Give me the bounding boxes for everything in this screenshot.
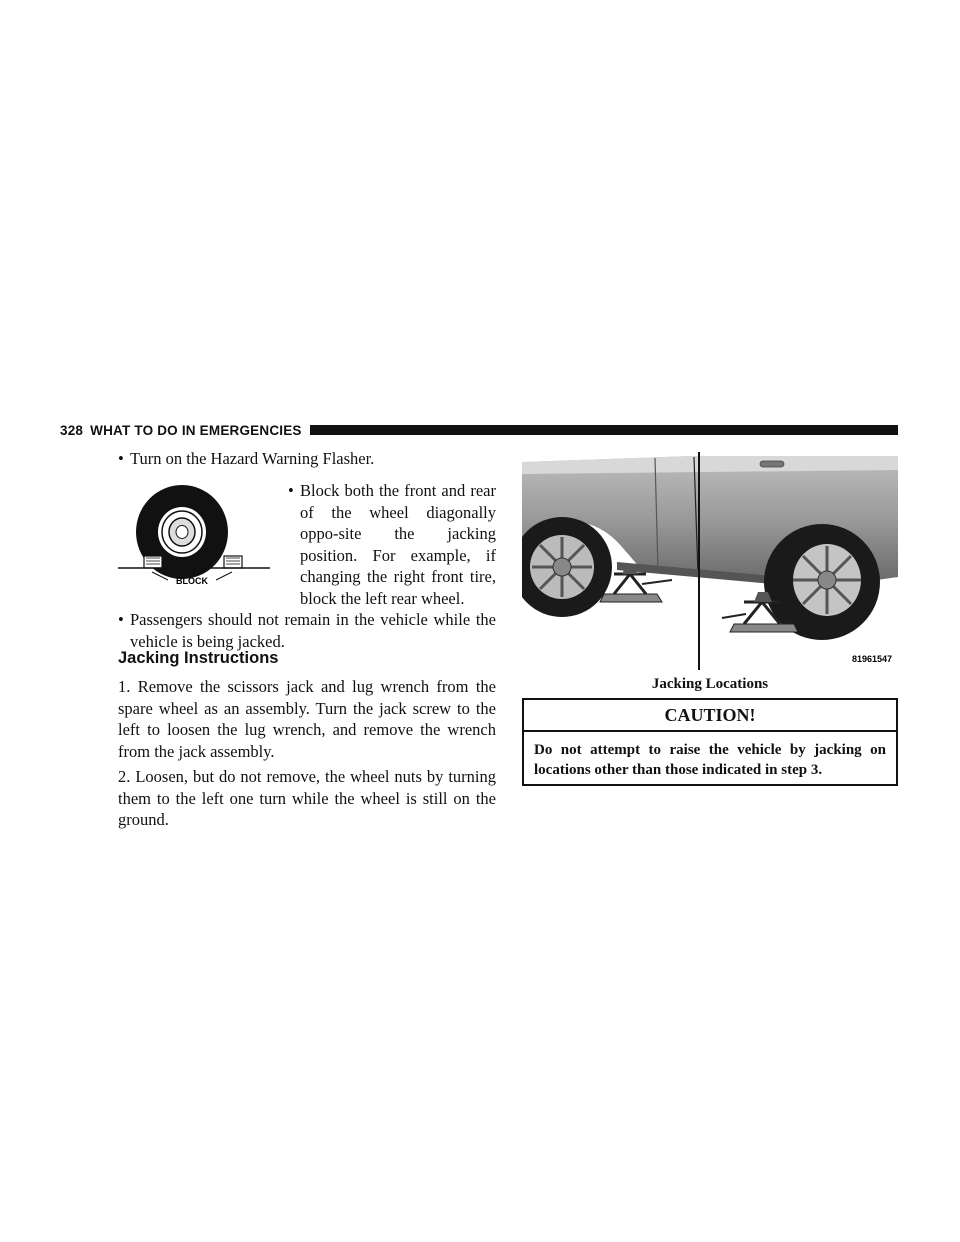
figure-id: 81961547 bbox=[851, 654, 892, 664]
bullet-marker: • bbox=[118, 610, 124, 629]
page-number: 328 bbox=[60, 422, 84, 438]
paragraph-step-2: 2. Loosen, but do not remove, the wheel nuts by turning them to the left one turn while the wheel is still on the ground. bbox=[118, 767, 496, 829]
bullet-hazard-flasher bbox=[118, 448, 496, 470]
bullet-text: Passengers should not remain in the vehicle while the vehicle is being jacked. bbox=[130, 610, 496, 651]
jacking-locations-photo bbox=[522, 452, 898, 670]
section-heading: Jacking Instructions bbox=[118, 649, 279, 667]
paragraph-step-1: 1. Remove the scissors jack and lug wrench from the spare wheel as an assembly. Turn the jack screw to the left to loosen the lug wrench, and remove the wrench from the jack assembly. bbox=[118, 677, 496, 761]
caution-title: CAUTION! bbox=[524, 700, 896, 732]
bullet-text: Turn on the Hazard Warning Flasher. bbox=[130, 449, 375, 468]
bullet-block-wheel bbox=[288, 480, 496, 609]
bullet-text: Block both the front and rear of the wheel diagonally oppo-site the jacking position. For example, if changing the right front tire, block the left rear wheel. bbox=[300, 481, 496, 608]
section-title: WHAT TO DO IN EMERGENCIES bbox=[90, 422, 302, 438]
caution-text: Do not attempt to raise the vehicle by jacking on locations other than those indicated in step 3. bbox=[534, 742, 886, 778]
wheel-chock-right bbox=[224, 556, 242, 568]
bullet-marker: • bbox=[288, 481, 294, 500]
photo-caption: Jacking Locations bbox=[651, 676, 769, 692]
bullet-passengers bbox=[118, 609, 496, 652]
wheel-chock-left bbox=[144, 556, 162, 568]
page-header bbox=[60, 420, 898, 440]
header-rule bbox=[310, 425, 898, 435]
block-label: BLOCK bbox=[176, 576, 208, 586]
caution-box bbox=[522, 698, 898, 786]
tire-block-illustration bbox=[118, 482, 270, 600]
bullet-marker: • bbox=[118, 449, 124, 468]
